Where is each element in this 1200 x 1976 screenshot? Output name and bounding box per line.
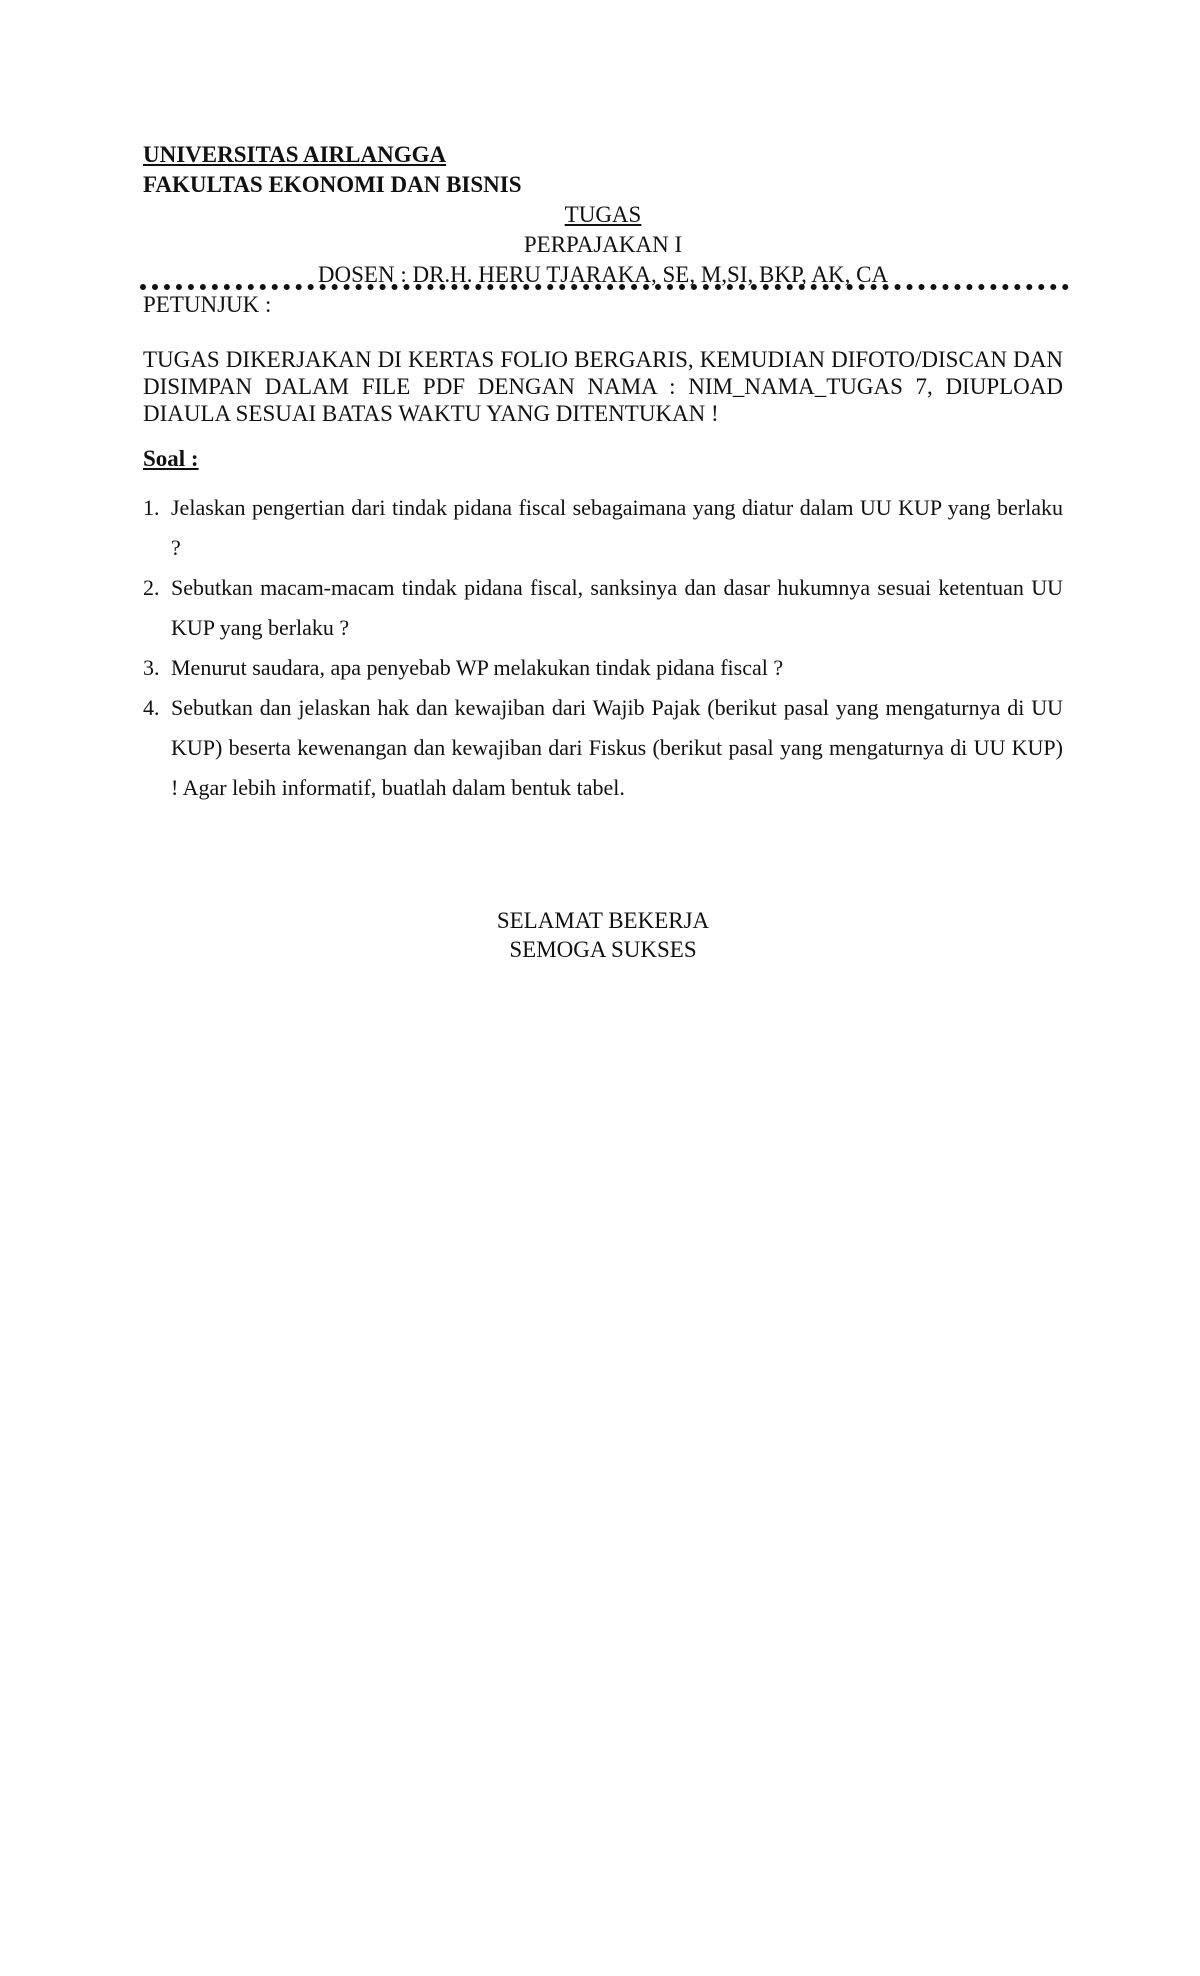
questions-label: Soal : bbox=[143, 446, 199, 471]
question-number: 4. bbox=[143, 695, 160, 720]
instructions-text: TUGAS DIKERJAKAN DI KERTAS FOLIO BERGARIS, KEMUDIAN DIFOTO/DISCAN DAN DISIMPAN DALAM FILE PDF DENGAN NAMA : NIM_NAMA_TUGAS 7, DIUPLOAD DIAULA SESUAI BATAS WAKTU YANG DITENTUKAN ! bbox=[143, 347, 1063, 426]
lecturer-row bbox=[143, 260, 1063, 290]
question-text: Menurut saudara, apa penyebab WP melakukan tindak pidana fiscal ? bbox=[171, 655, 784, 680]
question-item bbox=[143, 568, 1063, 648]
question-text: Sebutkan dan jelaskan hak dan kewajiban dari Wajib Pajak (berikut pasal yang mengaturnya di UU KUP) beserta kewenangan dan kewajiban dari Fiskus (berikut pasal yang mengaturnya di UU KUP) ! Agar lebih informatif, buatlah dalam bentuk tabel. bbox=[171, 695, 1063, 800]
instructions-label: PETUNJUK : bbox=[143, 292, 272, 317]
question-item bbox=[143, 488, 1063, 568]
university-name: UNIVERSITAS AIRLANGGA bbox=[143, 142, 447, 167]
course-name: PERPAJAKAN I bbox=[523, 232, 683, 257]
question-number: 1. bbox=[143, 495, 160, 520]
question-text: Sebutkan macam-macam tindak pidana fiscal, sanksinya dan dasar hukumnya sesuai ketentuan UU KUP yang berlaku ? bbox=[171, 575, 1063, 640]
assignment-title: TUGAS bbox=[564, 202, 642, 227]
closing-block bbox=[143, 906, 1063, 964]
lecturer-name: DOSEN : DR.H. HERU TJARAKA, SE, M,SI, BKP, AK, CA bbox=[317, 262, 889, 287]
closing-line-2: SEMOGA SUKSES bbox=[509, 937, 697, 962]
question-item bbox=[143, 688, 1063, 808]
question-list bbox=[143, 488, 1063, 808]
question-number: 3. bbox=[143, 655, 160, 680]
question-item bbox=[143, 648, 1063, 688]
question-number: 2. bbox=[143, 575, 160, 600]
faculty-name: FAKULTAS EKONOMI DAN BISNIS bbox=[143, 172, 522, 197]
document-page bbox=[143, 140, 1063, 964]
question-text: Jelaskan pengertian dari tindak pidana fiscal sebagaimana yang diatur dalam UU KUP yang berlaku ? bbox=[171, 495, 1063, 560]
closing-line-1: SELAMAT BEKERJA bbox=[496, 908, 710, 933]
